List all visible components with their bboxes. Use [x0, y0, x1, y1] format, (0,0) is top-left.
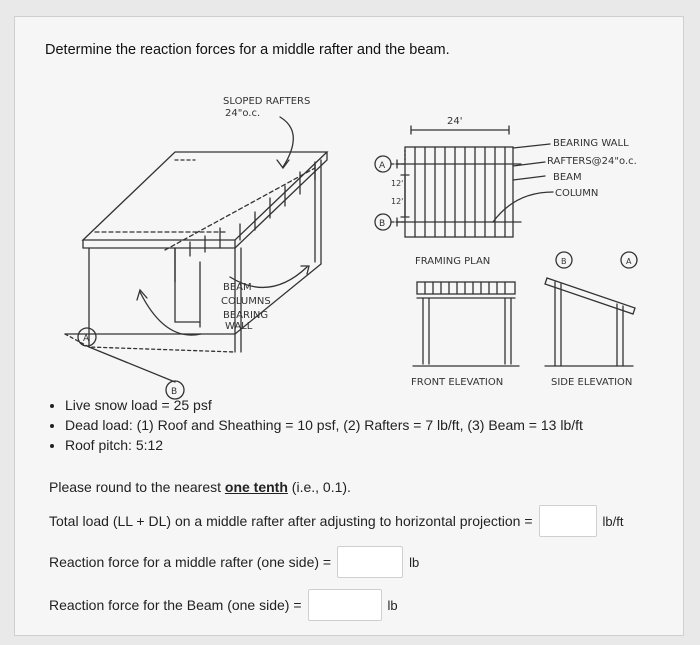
load-list — [45, 395, 583, 455]
label-a-plan: A — [379, 161, 386, 171]
load-item: • Dead load: (1) Roof and Sheathing = 10 psf, (2) Rafters = 7 lb/ft, (3) Beam = 13 lb/ft — [65, 415, 583, 435]
label-column: COLUMN — [555, 188, 599, 199]
load-item: • Roof pitch: 5:12 — [65, 435, 583, 455]
question-card — [14, 16, 684, 636]
total-load-input[interactable] — [539, 505, 597, 537]
answer-row-rafter-reaction — [49, 546, 419, 578]
label-b-plan: B — [379, 219, 386, 229]
label-beam: BEAM — [223, 282, 252, 293]
answer-row-total-load — [49, 505, 624, 537]
label-plan-beam: BEAM — [553, 172, 582, 183]
load-item: • Live snow load = 25 psf — [65, 395, 583, 415]
label-bearing: BEARING — [223, 310, 269, 321]
label-wall: WALL — [225, 321, 253, 332]
label-b-left: B — [171, 387, 178, 397]
rounding-note: Please round to the nearest one tenth (i.e., 0.1). — [49, 479, 351, 495]
isometric-sketch — [65, 117, 327, 399]
label-bearing-wall: BEARING WALL — [553, 138, 629, 149]
label-plan-12-top: 12' — [391, 179, 404, 188]
label-sloped-rafters: SLOPED RAFTERS — [223, 96, 311, 107]
beam-reaction-input[interactable] — [308, 589, 382, 621]
answer-label: Total load (LL + DL) on a middle rafter after adjusting to horizontal projection = — [49, 513, 533, 529]
rafter-reaction-input[interactable] — [337, 546, 403, 578]
label-columns: COLUMNS — [221, 296, 271, 307]
answer-unit: lb/ft — [602, 513, 624, 529]
answer-unit: lb — [409, 554, 420, 570]
question-text: Determine the reaction forces for a middle rafter and the beam. — [45, 42, 450, 58]
label-front-elevation: FRONT ELEVATION — [411, 377, 504, 388]
emphasis-text: one tenth — [224, 479, 288, 495]
answer-unit: lb — [387, 597, 398, 613]
label-plan-24: 24' — [447, 116, 463, 127]
label-rafter-spacing: 24"o.c. — [225, 108, 261, 119]
label-rafters: RAFTERS@24"o.c. — [547, 156, 637, 167]
front-elevation — [413, 282, 519, 366]
label-plan-12-bottom: 12' — [391, 197, 404, 206]
answer-label: Reaction force for the Beam (one side) = — [49, 597, 302, 613]
label-side-elevation: SIDE ELEVATION — [551, 377, 633, 388]
structure-figure — [25, 72, 675, 412]
label-a-left: A — [83, 334, 90, 344]
label-framing-plan: FRAMING PLAN — [415, 256, 491, 267]
label-b-side: B — [561, 257, 567, 266]
label-a-side: A — [626, 257, 632, 266]
answer-label: Reaction force for a middle rafter (one side) = — [49, 554, 332, 570]
answer-row-beam-reaction — [49, 589, 398, 621]
side-elevation — [545, 278, 635, 366]
